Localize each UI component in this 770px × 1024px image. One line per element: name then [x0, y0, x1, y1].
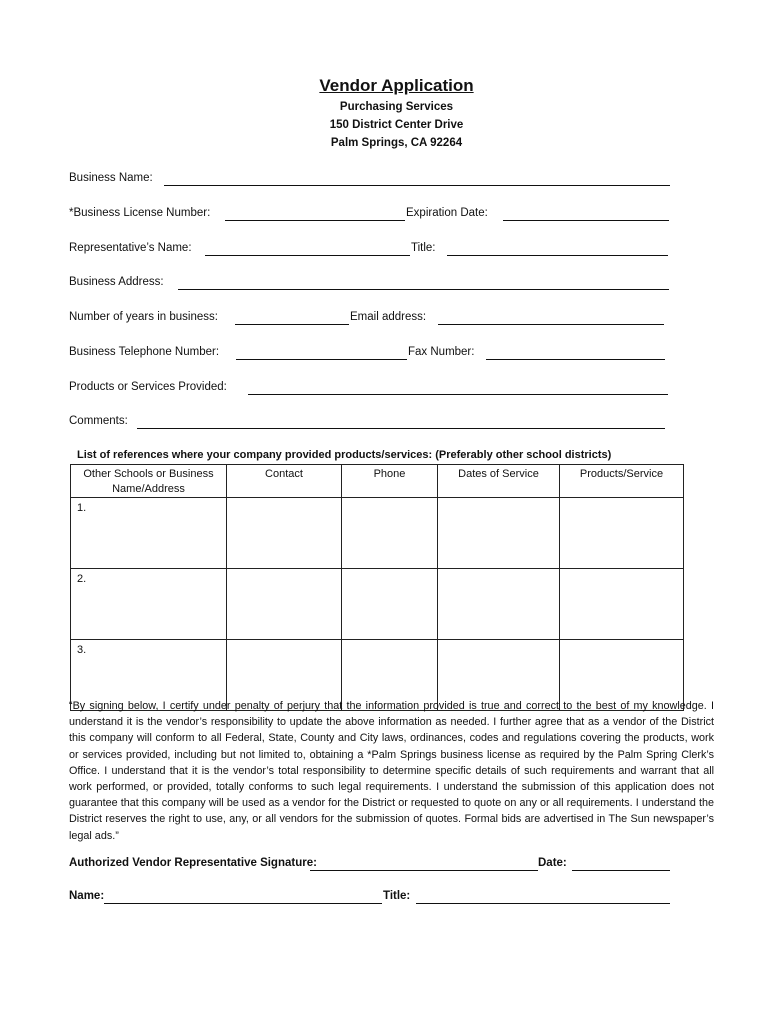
signer-title-label: Title:	[383, 890, 411, 902]
dates-of-service-cell[interactable]	[438, 498, 560, 569]
certification-statement: “By signing below, I certify under penalty of perjury that the information provided is true and correct to the best of my knowledge. I understand it is the vendor’s responsibility to update the above information as needed. I further agree that as a vendor of the District this company will conform to all Federal, State, County and City laws, ordinances, codes and regulations covering the products, work or services provided, including but not limited to, obtaining a *Palm Springs business license as required by the Palm Spring Clerk’s Office. I understand that it is the vendor’s total responsibility to determine specific details of such requirements and warrant that all work performed, or provided, totally conforms to such legal requirements. I understand the submission of this application does not guarantee that this company will be used as a vendor for the District or requested to quote on any or all requirements. I understand the District reserves the right to use, any, or all vendors for the submission of quotes. Formal bids are advertised in The Sun newspaper’s legal ads.”	[69, 700, 714, 842]
street-address: 150 District Center Drive	[329, 119, 464, 131]
years-in-business-field[interactable]	[235, 324, 349, 325]
products-services-field[interactable]	[248, 394, 668, 395]
signature-field[interactable]	[310, 870, 538, 871]
business-address-label: Business Address:	[69, 276, 164, 288]
expiration-date-field[interactable]	[503, 220, 669, 221]
dates-of-service-cell[interactable]	[438, 569, 560, 640]
city-address: Palm Springs, CA 92264	[330, 137, 463, 149]
signature-date-field[interactable]	[572, 870, 670, 871]
column-header: Phone	[342, 465, 438, 498]
phone-cell[interactable]	[342, 569, 438, 640]
license-number-field[interactable]	[225, 220, 405, 221]
email-address-field[interactable]	[438, 324, 664, 325]
phone-cell[interactable]	[342, 498, 438, 569]
expiration-date-label: Expiration Date:	[406, 207, 488, 219]
signer-title-field[interactable]	[416, 903, 670, 904]
column-header: Dates of Service	[438, 465, 560, 498]
business-name-field[interactable]	[164, 185, 670, 186]
column-header: Other Schools or Business Name/Address	[71, 465, 227, 498]
reference-number-cell[interactable]: 1.	[71, 498, 227, 569]
signature-label: Authorized Vendor Representative Signature:	[69, 857, 317, 869]
fax-number-field[interactable]	[486, 359, 665, 360]
column-header: Contact	[227, 465, 342, 498]
reference-number-cell[interactable]: 2.	[71, 569, 227, 640]
license-number-label: *Business License Number:	[69, 207, 211, 219]
references-header-row	[71, 465, 684, 498]
business-address-field[interactable]	[178, 289, 669, 290]
column-header: Products/Service	[560, 465, 684, 498]
department-name: Purchasing Services	[339, 101, 454, 113]
signature-date-label: Date:	[538, 857, 567, 869]
representative-name-field[interactable]	[205, 255, 410, 256]
rep-title-label: Title:	[411, 242, 436, 254]
products-services-label: Products or Services Provided:	[69, 381, 227, 393]
printed-name-label: Name:	[69, 890, 105, 902]
telephone-number-field[interactable]	[236, 359, 407, 360]
comments-label: Comments:	[69, 415, 128, 427]
telephone-number-label: Business Telephone Number:	[69, 346, 220, 358]
fax-number-label: Fax Number:	[408, 346, 475, 358]
business-name-label: Business Name:	[69, 172, 153, 184]
contact-cell[interactable]	[227, 569, 342, 640]
comments-field[interactable]	[137, 428, 665, 429]
years-in-business-label: Number of years in business:	[69, 311, 218, 323]
rep-title-field[interactable]	[447, 255, 668, 256]
representative-name-label: Representative’s Name:	[69, 242, 192, 254]
references-table	[70, 464, 684, 711]
references-caption: List of references where your company provided products/services: (Preferably other school districts)	[77, 449, 612, 461]
table-row	[71, 498, 684, 569]
printed-name-field[interactable]	[104, 903, 382, 904]
page-title: Vendor Application	[319, 76, 474, 95]
contact-cell[interactable]	[227, 498, 342, 569]
table-row	[71, 569, 684, 640]
reference-number-cell[interactable]: 3.	[71, 640, 227, 711]
email-address-label: Email address:	[350, 311, 427, 323]
products-service-cell[interactable]	[560, 569, 684, 640]
products-service-cell[interactable]	[560, 498, 684, 569]
